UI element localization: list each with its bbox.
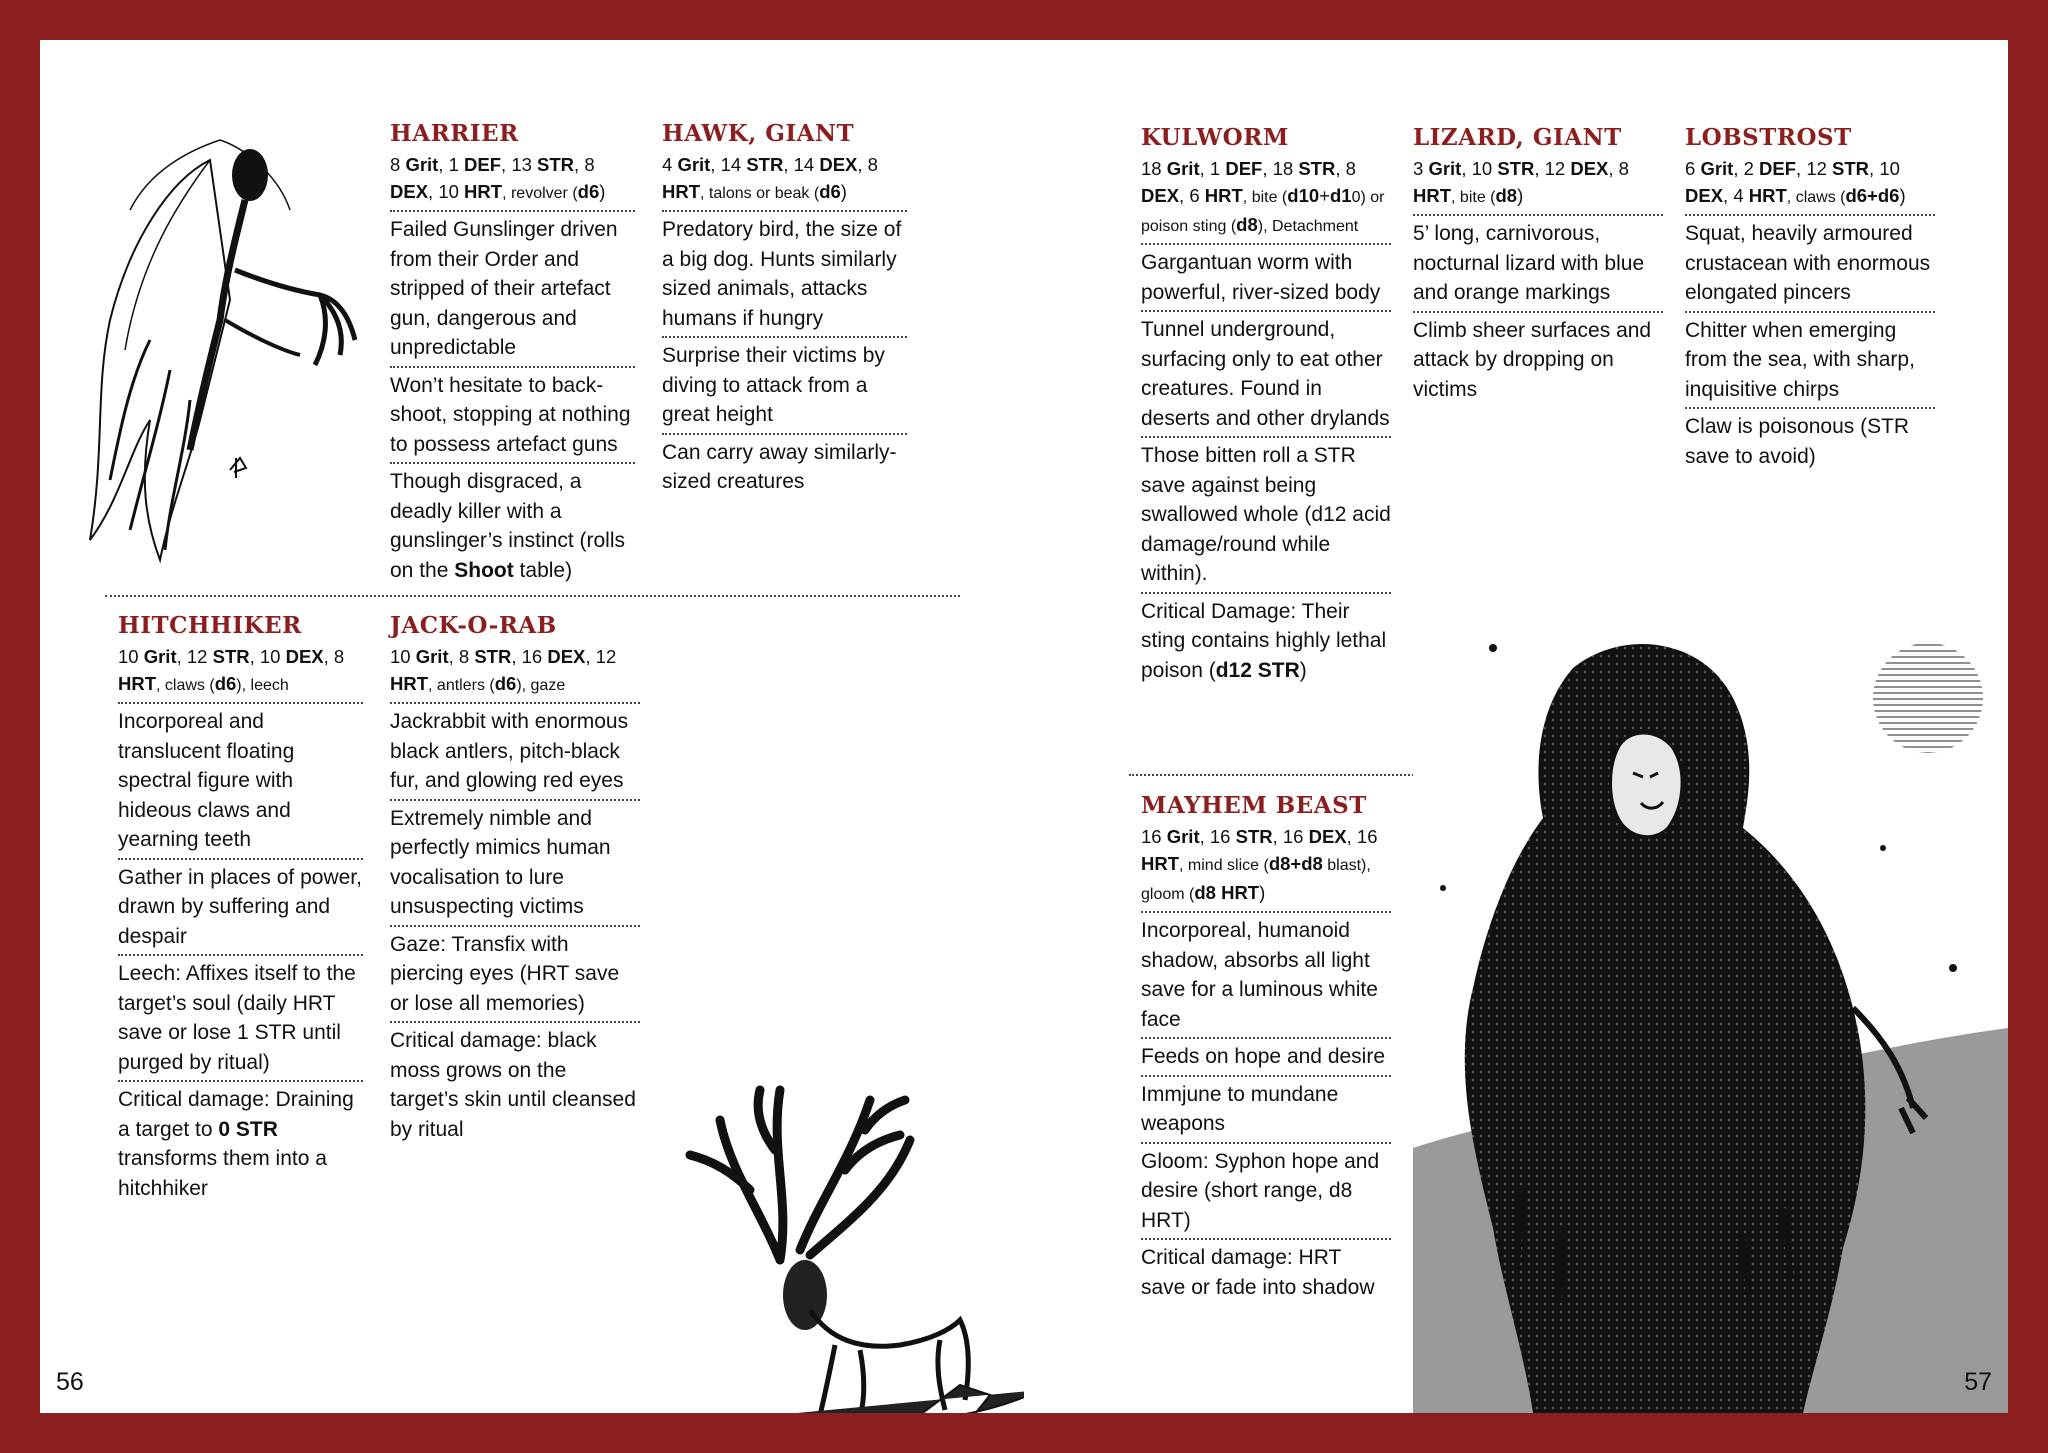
- jackorab-stats: 10 Grit, 8 STR, 16 DEX, 12 HRT, antlers (d6), gaze: [390, 646, 617, 694]
- lizard-desc: Climb sheer surfaces and attack by dropping on victims: [1413, 311, 1663, 408]
- entry-hitchhiker: [118, 612, 363, 1206]
- hitchhiker-stats: 10 Grit, 12 STR, 10 DEX, 8 HRT, claws (d6), leech: [118, 646, 345, 694]
- mayhem-desc: Critical damage: HRT save or fade into shadow: [1141, 1238, 1391, 1305]
- harrier-desc: Failed Gunslinger driven from their Order and stripped of their artefact gun, dangerous and unpredictable: [390, 210, 635, 366]
- hawk-desc: Can carry away similarly-sized creatures: [662, 433, 907, 500]
- lizard-desc: 5’ long, carnivorous, nocturnal lizard with blue and orange markings: [1413, 214, 1663, 311]
- lobstrost-title: LOBSTROST: [1685, 124, 1852, 151]
- jackorab-desc: Jackrabbit with enormous black antlers, pitch-black fur, and glowing red eyes: [390, 702, 640, 799]
- right-page: [1024, 40, 2008, 1413]
- entry-jack-o-rab: [390, 612, 640, 1147]
- mayhem-desc: Incorporeal, humanoid shadow, absorbs all light save for a luminous white face: [1141, 911, 1391, 1037]
- kulworm-stats: 18 Grit, 1 DEF, 18 STR, 8 DEX, 6 HRT, bite (d10+d10) or poison sting (d8), Detachment: [1141, 158, 1385, 235]
- mayhem-beast-illustration: [1413, 588, 2008, 1413]
- hawk-stats: 4 Grit, 14 STR, 14 DEX, 8 HRT, talons or beak (d6): [662, 154, 878, 202]
- left-page: [40, 40, 1024, 1413]
- lizard-title: LIZARD, GIANT: [1413, 124, 1622, 151]
- hawk-title: HAWK, GIANT: [662, 120, 855, 147]
- lobstrost-desc: Chitter when emerging from the sea, with sharp, inquisitive chirps: [1685, 311, 1935, 408]
- mayhem-desc: Gloom: Syphon hope and desire (short range, d8 HRT): [1141, 1142, 1391, 1239]
- hitchhiker-desc: Incorporeal and translucent floating spectral figure with hideous claws and yearning teeth: [118, 702, 363, 858]
- mayhem-desc: Immjune to mundane weapons: [1141, 1075, 1391, 1142]
- lizard-stats: 3 Grit, 10 STR, 12 DEX, 8 HRT, bite (d8): [1413, 158, 1629, 206]
- harrier-stats: 8 Grit, 1 DEF, 13 STR, 8 DEX, 10 HRT, revolver (d6): [390, 154, 606, 202]
- jackorab-illustration: [660, 1060, 1024, 1413]
- hitchhiker-title: HITCHHIKER: [118, 612, 302, 639]
- kulworm-title: KULWORM: [1141, 124, 1289, 151]
- hawk-desc: Predatory bird, the size of a big dog. Hunts similarly sized animals, attacks humans if hungry: [662, 210, 907, 336]
- harrier-desc: Though disgraced, a deadly killer with a gunslinger’s instinct (rolls on the Shoot table): [390, 462, 635, 588]
- entry-harrier: [390, 120, 635, 588]
- hawk-desc: Surprise their victims by diving to attack from a great height: [662, 336, 907, 433]
- section-divider: [1129, 774, 1414, 776]
- hitchhiker-desc: Gather in places of power, drawn by suffering and despair: [118, 858, 363, 955]
- harrier-desc: Won’t hesitate to back-shoot, stopping at nothing to possess artefact guns: [390, 366, 635, 463]
- lobstrost-stats: 6 Grit, 2 DEF, 12 STR, 10 DEX, 4 HRT, claws (d6+d6): [1685, 158, 1906, 206]
- jackorab-desc: Gaze: Transfix with piercing eyes (HRT save or lose all memories): [390, 925, 640, 1022]
- entry-mayhem-beast: [1141, 792, 1391, 1305]
- section-divider: [105, 595, 960, 597]
- kulworm-desc: Tunnel underground, surfacing only to eat other creatures. Found in deserts and other drylands: [1141, 310, 1391, 436]
- jackorab-desc: Extremely nimble and perfectly mimics human vocalisation to lure unsuspecting victims: [390, 799, 640, 925]
- entry-kulworm: [1141, 124, 1391, 688]
- mayhem-desc: Feeds on hope and desire: [1141, 1037, 1391, 1075]
- page-number-left: 56: [56, 1368, 84, 1396]
- hitchhiker-desc: Leech: Affixes itself to the target’s soul (daily HRT save or lose 1 STR until purged by ritual): [118, 954, 363, 1080]
- kulworm-desc: Critical Damage: Their sting contains highly lethal poison (d12 STR): [1141, 592, 1391, 689]
- kulworm-desc: Those bitten roll a STR save against being swallowed whole (d12 acid damage/round while within).: [1141, 436, 1391, 592]
- kulworm-desc: Gargantuan worm with powerful, river-sized body: [1141, 243, 1391, 310]
- entry-lizard-giant: [1413, 124, 1663, 407]
- jackorab-desc: Critical damage: black moss grows on the target’s skin until cleansed by ritual: [390, 1021, 640, 1147]
- lobstrost-desc: Claw is poisonous (STR save to avoid): [1685, 407, 1935, 474]
- jackorab-title: JACK-O-RAB: [390, 612, 557, 639]
- entry-hawk-giant: [662, 120, 907, 500]
- harrier-title: HARRIER: [390, 120, 519, 147]
- lobstrost-desc: Squat, heavily armoured crustacean with enormous elongated pincers: [1685, 214, 1935, 311]
- harrier-illustration: [50, 120, 375, 570]
- entry-lobstrost: [1685, 124, 1935, 474]
- mayhem-title: MAYHEM BEAST: [1141, 792, 1367, 819]
- page-number-right: 57: [1964, 1368, 1992, 1396]
- mayhem-stats: 16 Grit, 16 STR, 16 DEX, 16 HRT, mind slice (d8+d8 blast), gloom (d8 HRT): [1141, 826, 1378, 903]
- hitchhiker-desc: Critical damage: Draining a target to 0 STR transforms them into a hitchhiker: [118, 1080, 363, 1206]
